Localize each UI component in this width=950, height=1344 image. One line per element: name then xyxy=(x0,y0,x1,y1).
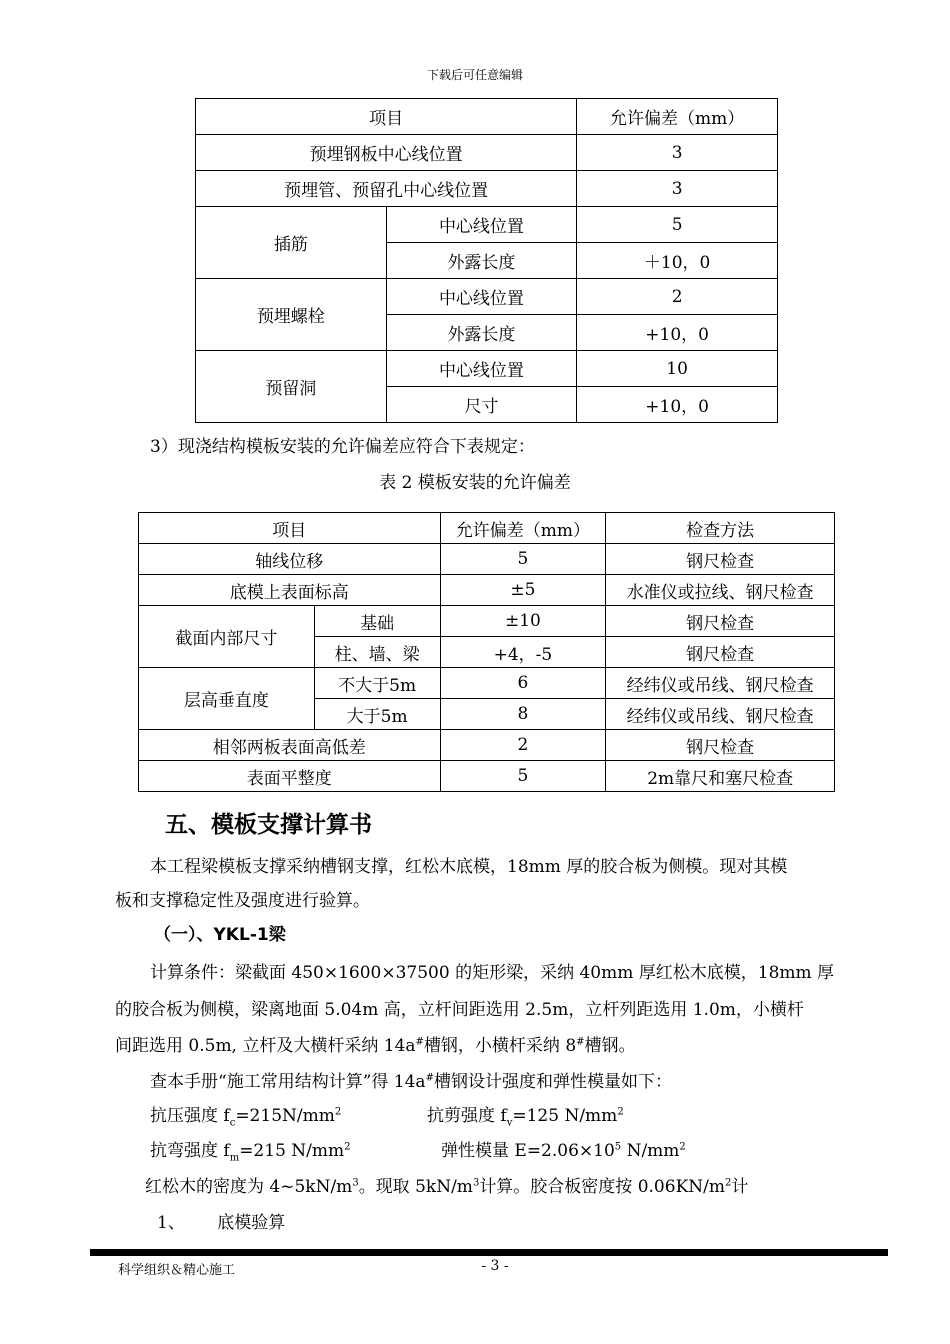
compressive-strength: 抗压强度 $f_c=215N/mm^2$ xyxy=(150,1106,342,1129)
table-header-cell: 项目 xyxy=(196,99,577,135)
table-cell: 2 xyxy=(440,730,606,761)
table-row xyxy=(196,207,778,243)
table-group-cell: 截面内部尺寸 xyxy=(139,606,315,668)
table-cell: +10，0 xyxy=(577,387,778,423)
footer-slogan: 科学组织＆精心施工 xyxy=(118,1263,236,1278)
table-header-cell: 项目 xyxy=(139,513,441,544)
formwork-install-tolerance-table xyxy=(138,512,835,792)
table-cell: 5 xyxy=(440,761,606,792)
table-cell: 水准仪或拉线、钢尺检查 xyxy=(606,575,835,606)
check-item-1: 1、 底模验算 xyxy=(157,1213,286,1233)
table-header-cell: 允许偏差（mm） xyxy=(440,513,606,544)
shear-strength: 抗剪强度 $f_v=125$ $N/mm^2$ xyxy=(427,1106,624,1129)
table-cell: +10，0 xyxy=(577,315,778,351)
table-row xyxy=(196,135,778,171)
table-cell: 10 xyxy=(577,351,778,387)
table-row xyxy=(139,544,835,575)
table-cell: 表面平整度 xyxy=(139,761,441,792)
table2-caption: 表 2 模板安装的允许偏差 xyxy=(379,473,571,493)
table-group-cell: 预埋螺栓 xyxy=(196,279,387,351)
calc-line-3: 间距选用 0.5m, 立杆及大横杆采纳 14a#槽钢，小横杆采纳 8#槽钢。 xyxy=(115,1036,636,1056)
page-number: - 3 - xyxy=(481,1258,509,1274)
table-cell: 预埋管、预留孔中心线位置 xyxy=(196,171,577,207)
table-row xyxy=(139,730,835,761)
embedded-parts-tolerance-table xyxy=(195,98,778,423)
table-cell: 大于5m xyxy=(314,699,440,730)
table-header-cell: 允许偏差（mm） xyxy=(577,99,778,135)
table-cell: 钢尺检查 xyxy=(606,606,835,637)
table-cell: 中心线位置 xyxy=(386,279,577,315)
item-3-text: 3）现浇结构模板安装的允许偏差应符合下表规定： xyxy=(150,437,535,457)
calc-line-1: 计算条件：梁截面 450×1600×37500 的矩形梁，采纳 40mm 厚红松木底模，18mm 厚 xyxy=(150,963,835,983)
table-cell: 5 xyxy=(440,544,606,575)
elastic-modulus: 弹性模量 $E=2.06\times 10^5$ $N/mm^2$ xyxy=(441,1141,686,1161)
table-cell: +4，-5 xyxy=(440,637,606,668)
table-row xyxy=(196,279,778,315)
table-row xyxy=(139,668,835,699)
table-cell: 钢尺检查 xyxy=(606,544,835,575)
subsection-heading: （一）、YKL-1梁 xyxy=(154,925,286,945)
table-cell: 中心线位置 xyxy=(386,351,577,387)
table-row xyxy=(139,606,835,637)
table-cell: 底模上表面标高 xyxy=(139,575,441,606)
header-note: 下载后可任意编辑 xyxy=(426,68,523,82)
intro-line-1: 本工程梁模板支撑采纳槽钢支撑，红松木底模，18mm 厚的胶合板为侧模。现对其模 xyxy=(150,857,788,877)
table-cell: 不大于5m xyxy=(314,668,440,699)
table-cell: 外露长度 xyxy=(386,315,577,351)
table-row xyxy=(139,575,835,606)
calc-line-2: 的胶合板为侧模，梁离地面 5.04m 高，立杆间距选用 2.5m，立杆列距选用 1.0m，小横杆 xyxy=(115,1000,804,1020)
table-cell: 中心线位置 xyxy=(386,207,577,243)
table-cell: 预埋钢板中心线位置 xyxy=(196,135,577,171)
section-title: 五、模板支撑计算书 xyxy=(165,812,372,838)
table-cell: 经纬仪或吊线、钢尺检查 xyxy=(606,668,835,699)
table-cell: ±10 xyxy=(440,606,606,637)
table-row xyxy=(196,171,778,207)
table-header-cell: 检查方法 xyxy=(606,513,835,544)
table-cell: 基础 xyxy=(314,606,440,637)
bending-strength: 抗弯强度 $f_m=215$ $N/mm^2$ xyxy=(150,1141,351,1164)
table-row xyxy=(196,351,778,387)
table-group-cell: 层高垂直度 xyxy=(139,668,315,730)
table-row xyxy=(139,513,835,544)
table-cell: 经纬仪或吊线、钢尺检查 xyxy=(606,699,835,730)
table-cell: ＋10，0 xyxy=(577,243,778,279)
footer-rule xyxy=(90,1249,888,1256)
table-row xyxy=(196,99,778,135)
table-cell: 3 xyxy=(577,135,778,171)
table-cell: 2 xyxy=(577,279,778,315)
table-group-cell: 插筋 xyxy=(196,207,387,279)
table-cell: 柱、墙、梁 xyxy=(314,637,440,668)
lookup-line: 查本手册“施工常用结构计算”得 14a#槽钢设计强度和弹性模量如下： xyxy=(150,1072,672,1092)
table-row xyxy=(139,761,835,792)
table-cell: 钢尺检查 xyxy=(606,730,835,761)
table-cell: 5 xyxy=(577,207,778,243)
table-cell: 外露长度 xyxy=(386,243,577,279)
table-cell: 3 xyxy=(577,171,778,207)
table-cell: 相邻两板表面高低差 xyxy=(139,730,441,761)
table-group-cell: 预留洞 xyxy=(196,351,387,423)
table-cell: 8 xyxy=(440,699,606,730)
table-cell: ±5 xyxy=(440,575,606,606)
table-cell: 钢尺检查 xyxy=(606,637,835,668)
table-cell: 尺寸 xyxy=(386,387,577,423)
table-cell: 2m靠尺和塞尺检查 xyxy=(606,761,835,792)
density-line: 红松木的密度为 $4\sim 5kN/m^3$。现取 $5kN/m^3$计算。胶合板密度按 $0.06KN/m^2$计 xyxy=(145,1177,749,1197)
table-cell: 6 xyxy=(440,668,606,699)
table-cell: 轴线位移 xyxy=(139,544,441,575)
intro-line-2: 板和支撑稳定性及强度进行验算。 xyxy=(115,891,370,911)
